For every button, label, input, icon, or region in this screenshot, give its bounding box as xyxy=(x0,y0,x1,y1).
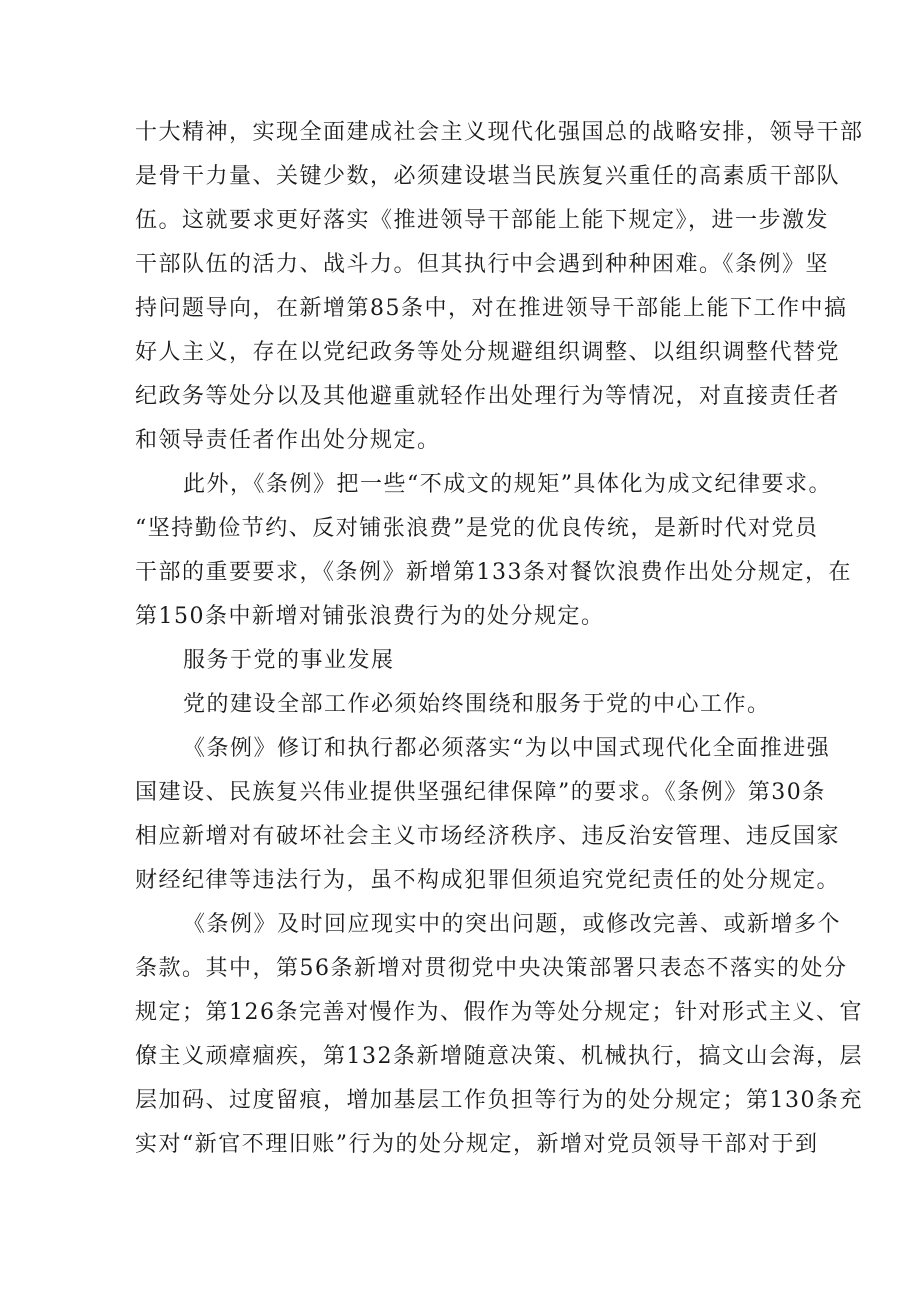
paragraph-first-line: 《条例》及时回应现实中的突出问题，或修改完善、或新增多个 xyxy=(183,912,842,937)
text-line: 和领导责任者作出处分规定。 xyxy=(135,428,441,453)
text-line: 财经纪律等违法行为，虽不构成犯罪但须追究党纪责任的处分规定。 xyxy=(135,868,841,893)
section-heading: 服务于党的事业发展 xyxy=(183,648,395,673)
text-line: 纪政务等处分以及其他避重就轻作出处理行为等情况，对直接责任者 xyxy=(135,384,841,409)
text-line: 十大精神，实现全面建成社会主义现代化强国总的战略安排，领导干部 xyxy=(135,120,864,145)
text-line: 干部队伍的活力、战斗力。但其执行中会遇到种种困难。《条例》坚 xyxy=(135,252,830,277)
text-line: 第150条中新增对铺张浪费行为的处分规定。 xyxy=(135,604,605,629)
text-line: 僚主义顽瘴痼疾，第132条新增随意决策、机械执行，搞文山会海，层 xyxy=(135,1044,863,1069)
text-line: 好人主义，存在以党纪政务等处分规避组织调整、以组织调整代替党 xyxy=(135,340,841,365)
paragraph-first-line: 党的建设全部工作必须始终围绕和服务于党的中心工作。 xyxy=(183,692,771,717)
text-line: 实对“新官不理旧账”行为的处分规定，新增对党员领导干部对于到 xyxy=(135,1132,819,1157)
text-line: 层加码、过度留痕，增加基层工作负担等行为的处分规定；第130条充 xyxy=(135,1088,863,1113)
text-line: “坚持勤俭节约、反对铺张浪费”是党的优良传统，是新时代对党员 xyxy=(135,516,819,541)
text-line: 国建设、民族复兴伟业提供坚强纪律保障”的要求。《条例》第30条 xyxy=(135,780,826,805)
text-line: 伍。这就要求更好落实《推进领导干部能上能下规定》，进一步激发 xyxy=(135,208,830,233)
text-line: 相应新增对有破坏社会主义市场经济秩序、违反治安管理、违反国家 xyxy=(135,824,841,849)
text-line: 规定；第126条完善对慢作为、假作为等处分规定；针对形式主义、官 xyxy=(135,1000,863,1025)
text-line: 持问题导向，在新增第85条中，对在推进领导干部能上能下工作中搞 xyxy=(135,296,848,321)
paragraph-first-line: 《条例》修订和执行都必须落实“为以中国式现代化全面推进强 xyxy=(183,736,831,761)
text-line: 是骨干力量、关键少数，必须建设堪当民族复兴重任的高素质干部队 xyxy=(135,164,841,189)
paragraph-first-line: 此外，《条例》把一些“不成文的规矩”具体化为成文纪律要求。 xyxy=(183,472,832,497)
text-line: 干部的重要要求，《条例》新增第133条对餐饮浪费作出处分规定，在 xyxy=(135,560,852,585)
text-line: 条款。其中，第56条新增对贯彻党中央决策部署只表态不落实的处分 xyxy=(135,956,848,981)
